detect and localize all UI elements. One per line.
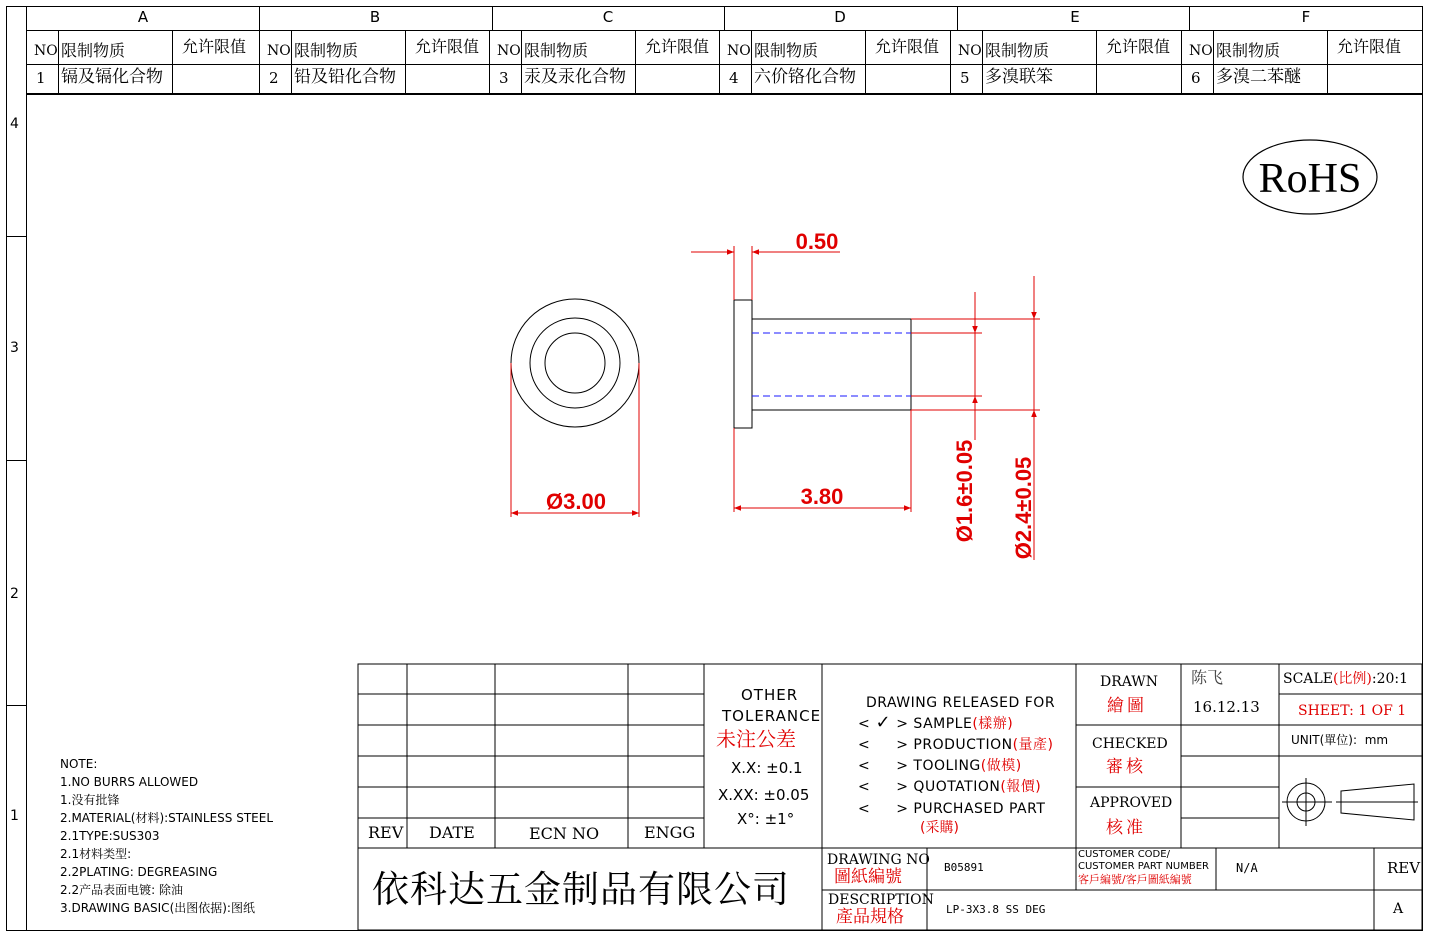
checkbox-bracket: > bbox=[896, 758, 914, 774]
col-divider bbox=[1213, 30, 1214, 94]
col-divider bbox=[982, 30, 983, 94]
release-option-label: PRODUCTION bbox=[913, 737, 1013, 753]
customer-label-2: CUSTOMER PART NUMBER bbox=[1078, 861, 1209, 872]
substance-no: 5 bbox=[960, 69, 970, 87]
frame-left bbox=[6, 6, 7, 930]
end-view-bore-circle bbox=[545, 333, 605, 393]
release-option-quotation bbox=[858, 780, 1041, 794]
checkbox-bracket: > bbox=[896, 779, 914, 795]
substance-header: 限制物质 bbox=[754, 41, 819, 60]
col-divider bbox=[521, 30, 522, 94]
unit-label bbox=[1291, 734, 1388, 746]
limit-header: 允许限值 bbox=[645, 37, 710, 56]
zone-sep bbox=[957, 6, 958, 30]
part-drawing bbox=[480, 220, 1080, 580]
zone-letter-a: A bbox=[137, 8, 149, 26]
group-divider bbox=[719, 30, 720, 94]
unit-value: mm bbox=[1364, 733, 1389, 747]
dim-inner-diameter-label: Ø1.6±0.05 bbox=[952, 439, 977, 543]
tolerance-title-2: TOLERANCE bbox=[722, 707, 822, 725]
inner-left bbox=[26, 6, 27, 930]
customer-value: N/A bbox=[1236, 861, 1258, 875]
zone-letter-c: C bbox=[602, 8, 614, 26]
col-divider bbox=[751, 30, 752, 94]
note-line: 1.NO BURRS ALLOWED bbox=[60, 775, 199, 789]
checked-label-cn: 審核 bbox=[1106, 757, 1146, 777]
zone-sep bbox=[724, 6, 725, 30]
release-option-label: SAMPLE bbox=[913, 716, 973, 732]
release-option-label: PURCHASED PART bbox=[913, 801, 1046, 817]
substance-name: 六价铬化合物 bbox=[754, 67, 856, 87]
approved-label: APPROVED bbox=[1090, 795, 1173, 811]
end-view-shank-circle bbox=[530, 318, 620, 408]
side-view-flange bbox=[734, 300, 752, 428]
company-name: 依科达五金制品有限公司 bbox=[372, 868, 790, 911]
checkbox-bracket: < bbox=[858, 737, 871, 753]
dim-flange-thickness-label: 0.50 bbox=[795, 229, 839, 254]
drawing-no-value: B05891 bbox=[944, 861, 984, 874]
release-option-sample bbox=[858, 712, 1014, 733]
substance-name: 汞及汞化合物 bbox=[524, 67, 626, 87]
note-line: 2.2产品表面电镀: 除油 bbox=[60, 883, 183, 897]
release-option-production bbox=[858, 738, 1054, 752]
drawing-no-label-cn: 圖紙編號 bbox=[834, 867, 902, 887]
substance-name: 多溴联笨 bbox=[985, 67, 1053, 87]
dim-shank-diameter-label: Ø2.4±0.05 bbox=[1011, 456, 1036, 560]
release-option-tooling bbox=[858, 759, 1022, 773]
projection-symbol bbox=[1282, 778, 1418, 826]
substance-no: 3 bbox=[499, 69, 509, 87]
tolerance-xx: X.X: ±0.1 bbox=[731, 759, 803, 777]
scale-label-cn: (比例) bbox=[1332, 671, 1372, 687]
release-option-label-cn: (做模) bbox=[980, 758, 1022, 774]
checked-label: CHECKED bbox=[1092, 736, 1168, 752]
note-line: 3.DRAWING BASIC(出图依据):图纸 bbox=[60, 901, 255, 915]
tolerance-title-cn: 未注公差 bbox=[716, 727, 796, 751]
description-value: LP-3X3.8 SS DEG bbox=[946, 903, 1046, 916]
release-option-label-cn: (采購) bbox=[920, 820, 959, 836]
no-header: NO bbox=[267, 43, 291, 59]
note-line: NOTE: bbox=[60, 757, 98, 771]
zone-row-2: 2 bbox=[10, 586, 19, 602]
group-divider bbox=[259, 30, 260, 94]
sheet-label: SHEET: 1 OF 1 bbox=[1298, 703, 1407, 719]
drawn-date: 16.12.13 bbox=[1193, 698, 1260, 716]
frame-top bbox=[6, 6, 1422, 7]
checkbox-bracket: > bbox=[896, 716, 914, 732]
substance-header: 限制物质 bbox=[1216, 41, 1281, 60]
col-divider bbox=[635, 30, 636, 94]
release-option-label: QUOTATION bbox=[913, 779, 1001, 795]
zone-sep bbox=[492, 6, 493, 30]
substance-name: 铅及铅化合物 bbox=[294, 67, 396, 87]
substance-header: 限制物质 bbox=[524, 41, 589, 60]
drawn-label-cn: 繪圖 bbox=[1107, 696, 1147, 716]
tolerance-angle: X°: ±1° bbox=[737, 810, 795, 828]
substance-name: 镉及镉化合物 bbox=[61, 67, 163, 87]
drawn-label: DRAWN bbox=[1100, 674, 1158, 690]
rohs-badge bbox=[1240, 138, 1382, 218]
tolerance-xxx: X.XX: ±0.05 bbox=[718, 786, 810, 804]
limit-header: 允许限值 bbox=[182, 37, 247, 56]
zone-sep bbox=[259, 6, 260, 30]
substance-no: 1 bbox=[36, 69, 46, 87]
zone-row-1: 1 bbox=[10, 808, 19, 824]
ecn-no-header: ECN NO bbox=[529, 824, 600, 843]
notes-block bbox=[60, 755, 273, 917]
scale-value: :20:1 bbox=[1371, 671, 1409, 687]
engg-header: ENGG bbox=[644, 823, 696, 842]
drawn-by: 陈飞 bbox=[1191, 668, 1224, 687]
group-divider bbox=[950, 30, 951, 94]
description-label-cn: 產品規格 bbox=[836, 907, 904, 927]
zone-letter-b: B bbox=[369, 8, 381, 26]
group-divider bbox=[1181, 30, 1182, 94]
row-sep bbox=[6, 705, 26, 706]
note-line: 2.MATERIAL(材料):STAINLESS STEEL bbox=[60, 811, 274, 825]
checkbox-bracket: < bbox=[858, 801, 871, 817]
dim-outer-diameter-label: Ø3.00 bbox=[546, 489, 606, 514]
limit-header: 允许限值 bbox=[1337, 37, 1402, 56]
approved-label-cn: 核准 bbox=[1106, 818, 1146, 838]
checkbox-bracket: < bbox=[858, 716, 871, 732]
col-divider bbox=[1327, 30, 1328, 94]
col-divider bbox=[405, 30, 406, 94]
substance-name: 多溴二苯醚 bbox=[1216, 67, 1301, 87]
rev-header: REV bbox=[368, 823, 404, 842]
rev-block-value: A bbox=[1393, 901, 1404, 917]
limit-header: 允许限值 bbox=[875, 37, 940, 56]
release-option-label-cn: (樣辦) bbox=[972, 716, 1014, 732]
customer-label-cn: 客戶編號/客戶圖紙編號 bbox=[1078, 873, 1192, 886]
col-divider bbox=[291, 30, 292, 94]
zone-letter-e: E bbox=[1070, 8, 1080, 26]
row-sep bbox=[6, 236, 26, 237]
rev-block-label: REV bbox=[1387, 859, 1421, 877]
zone-letter-d: D bbox=[834, 8, 846, 26]
release-option-label-cn: (報價) bbox=[1000, 779, 1042, 795]
no-header: NO bbox=[1189, 43, 1213, 59]
col-divider bbox=[172, 30, 173, 94]
release-option-label: TOOLING bbox=[913, 758, 981, 774]
check-mark-icon: ✓ bbox=[875, 712, 892, 733]
no-header: NO bbox=[727, 43, 751, 59]
note-line: 2.1TYPE:SUS303 bbox=[60, 829, 160, 843]
row-sep bbox=[6, 460, 26, 461]
substance-no: 2 bbox=[269, 69, 279, 87]
dim-length-label: 3.80 bbox=[800, 484, 844, 509]
col-divider bbox=[58, 30, 59, 94]
note-line: 1.没有批锋 bbox=[60, 793, 120, 807]
col-divider bbox=[1096, 30, 1097, 94]
release-option-label-cn: (量產) bbox=[1012, 737, 1054, 753]
rohs-text: RoHS bbox=[1258, 156, 1362, 202]
tolerance-title-1: OTHER bbox=[741, 686, 799, 704]
checkbox-bracket: < bbox=[858, 758, 871, 774]
checkbox-bracket: > bbox=[896, 801, 914, 817]
substance-header: 限制物质 bbox=[294, 41, 359, 60]
zone-sep bbox=[1189, 6, 1190, 30]
limit-header: 允许限值 bbox=[415, 37, 480, 56]
no-header: NO bbox=[497, 43, 521, 59]
substance-no: 6 bbox=[1191, 69, 1201, 87]
substance-header: 限制物质 bbox=[985, 41, 1050, 60]
zone-row-3: 3 bbox=[10, 340, 19, 356]
customer-label-1: CUSTOMER CODE/ bbox=[1078, 849, 1170, 860]
note-line: 2.2PLATING: DEGREASING bbox=[60, 865, 218, 879]
no-header: NO bbox=[34, 43, 58, 59]
group-divider bbox=[489, 30, 490, 94]
zone-letter-f: F bbox=[1301, 8, 1311, 26]
drawing-no-label: DRAWING NO bbox=[827, 852, 930, 868]
limit-header: 允许限值 bbox=[1106, 37, 1171, 56]
unit-label-text: UNIT(單位): bbox=[1291, 733, 1358, 747]
checkbox-bracket: < bbox=[858, 779, 871, 795]
scale-label-en: SCALE bbox=[1283, 671, 1333, 687]
description-label: DESCRIPTION bbox=[828, 892, 934, 908]
release-title: DRAWING RELEASED FOR bbox=[866, 695, 1056, 711]
scale-label bbox=[1283, 672, 1408, 686]
note-line: 2.1材料类型: bbox=[60, 847, 132, 861]
substance-header: 限制物质 bbox=[61, 41, 126, 60]
release-option-purchased-part bbox=[858, 802, 1045, 816]
zone-row-4: 4 bbox=[10, 116, 19, 132]
col-divider bbox=[865, 30, 866, 94]
checkbox-bracket: > bbox=[896, 737, 914, 753]
substance-no: 4 bbox=[729, 69, 739, 87]
no-header: NO bbox=[958, 43, 982, 59]
date-header: DATE bbox=[429, 823, 475, 842]
